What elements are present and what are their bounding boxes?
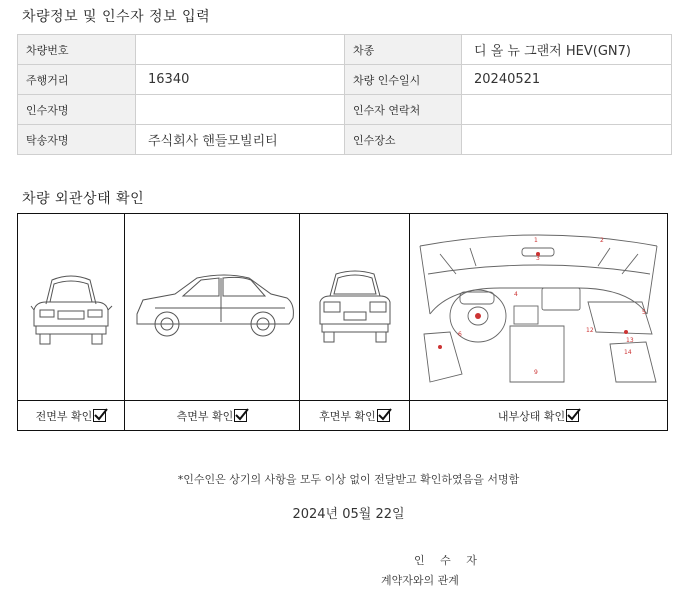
checkmark-icon bbox=[234, 407, 250, 423]
rear-check-text: 후면부 확인 bbox=[319, 409, 376, 423]
svg-text:12: 12 bbox=[586, 327, 594, 334]
svg-text:13: 13 bbox=[626, 337, 634, 344]
car-side-illustration bbox=[125, 214, 300, 400]
value-recipient-contact bbox=[462, 95, 672, 125]
car-front-illustration bbox=[18, 214, 125, 400]
front-check-label bbox=[18, 400, 125, 430]
interior-checkbox[interactable] bbox=[566, 409, 579, 422]
signature-date: 2024년 05월 22일 bbox=[292, 507, 405, 522]
value-delivery-place bbox=[462, 125, 672, 155]
car-interior-illustration bbox=[410, 214, 667, 400]
section-title-exterior-check: 차량 외관상태 확인 bbox=[22, 191, 145, 207]
label-vehicle-model: 차종 bbox=[345, 35, 462, 65]
svg-text:9: 9 bbox=[534, 369, 538, 376]
label-driver-name: 탁송자명 bbox=[18, 125, 136, 155]
label-delivery-datetime: 차량 인수일시 bbox=[345, 65, 462, 95]
label-mileage: 주행거리 bbox=[18, 65, 136, 95]
front-checkbox[interactable] bbox=[93, 409, 106, 422]
car-rear-illustration bbox=[300, 214, 410, 400]
svg-text:14: 14 bbox=[624, 349, 632, 356]
checkmark-icon bbox=[377, 407, 393, 423]
value-driver-name: 주식회사 핸들모빌리티 bbox=[136, 125, 345, 155]
checkmark-icon bbox=[93, 407, 109, 423]
interior-check-text: 내부상태 확인 bbox=[497, 409, 566, 423]
value-delivery-datetime: 20240521 bbox=[462, 65, 672, 95]
front-view-cell bbox=[18, 214, 125, 400]
label-delivery-place: 인수장소 bbox=[345, 125, 462, 155]
svg-text:4: 4 bbox=[514, 291, 518, 298]
interior-view-cell bbox=[410, 214, 667, 400]
label-recipient-contact: 인수자 연락처 bbox=[345, 95, 462, 125]
table-row bbox=[18, 35, 672, 65]
rear-checkbox[interactable] bbox=[377, 409, 390, 422]
label-recipient-name: 인수자명 bbox=[18, 95, 136, 125]
table-row bbox=[18, 65, 672, 95]
declaration-text: *인수인은 상기의 사항을 모두 이상 없이 전달받고 확인하였음을 서명함 bbox=[177, 473, 520, 486]
value-vehicle-model: 디 올 뉴 그랜저 HEV(GN7) bbox=[462, 35, 672, 65]
svg-text:5: 5 bbox=[642, 309, 646, 316]
table-row bbox=[18, 95, 672, 125]
svg-text:1: 1 bbox=[534, 237, 538, 244]
table-row bbox=[18, 125, 672, 155]
relation-label: 계약자와의 관계 bbox=[381, 574, 459, 587]
signer-label: 인 수 자 bbox=[414, 554, 483, 567]
value-vehicle-number bbox=[136, 35, 345, 65]
value-recipient-name bbox=[136, 95, 345, 125]
side-checkbox[interactable] bbox=[234, 409, 247, 422]
value-mileage: 16340 bbox=[136, 65, 345, 95]
interior-check-label bbox=[410, 400, 667, 430]
front-check-text: 전면부 확인 bbox=[35, 409, 93, 423]
checkmark-icon bbox=[566, 407, 582, 423]
rear-view-cell bbox=[300, 214, 410, 400]
svg-text:6: 6 bbox=[458, 331, 462, 338]
svg-text:2: 2 bbox=[600, 237, 604, 244]
side-check-text: 측면부 확인 bbox=[176, 409, 234, 423]
rear-check-label bbox=[300, 400, 410, 430]
exterior-inspection-grid bbox=[17, 213, 668, 431]
section-title-vehicle-info: 차량정보 및 인수자 정보 입력 bbox=[22, 9, 211, 25]
label-vehicle-number: 차량번호 bbox=[18, 35, 136, 65]
side-check-label bbox=[125, 400, 300, 430]
svg-text:3: 3 bbox=[536, 255, 540, 262]
side-view-cell bbox=[125, 214, 300, 400]
vehicle-info-table bbox=[17, 34, 672, 155]
